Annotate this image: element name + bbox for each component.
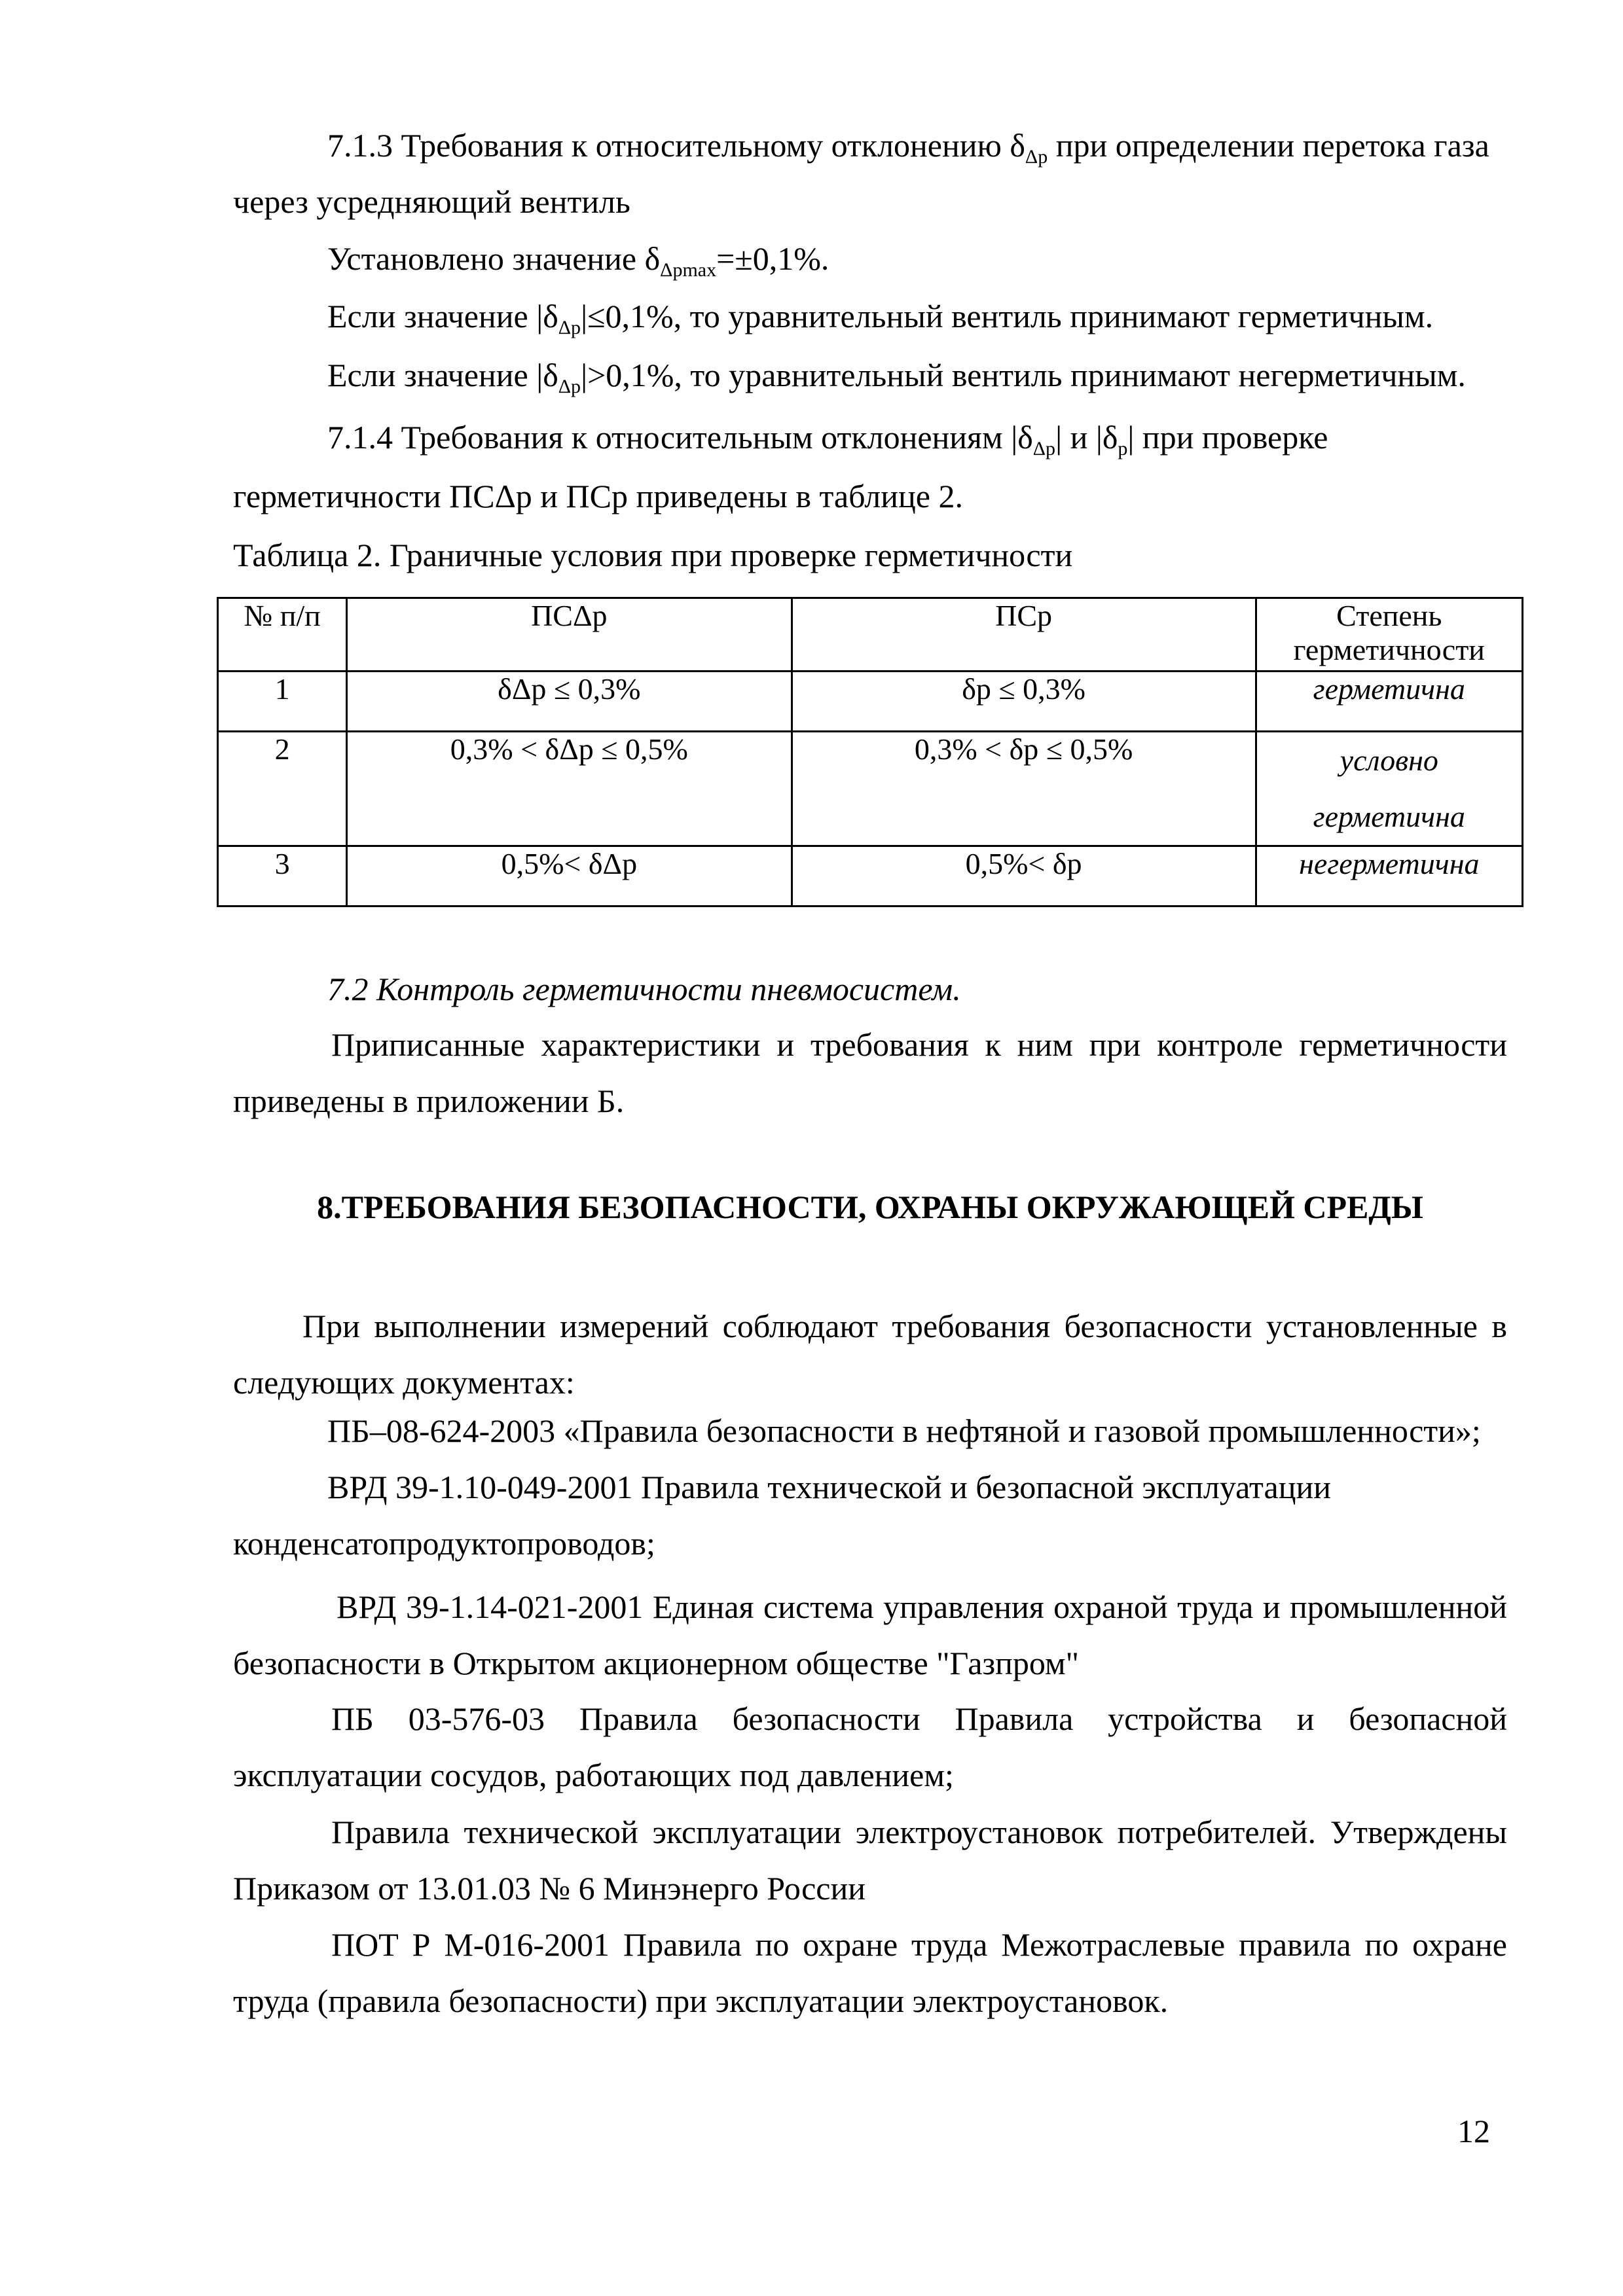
sec8-doc2-line2: конденсатопродуктопроводов;	[233, 1525, 655, 1562]
row2-num: 2	[218, 732, 347, 846]
row1-ps-p: δр ≤ 0,3%	[792, 672, 1256, 732]
row3-ps-p: 0,5%< δр	[792, 846, 1256, 906]
table-row	[218, 672, 1523, 732]
header-degree: Степень герметичности	[1256, 598, 1522, 672]
table-row	[218, 732, 1523, 846]
row3-ps-dp: 0,5%< δΔр	[347, 846, 792, 906]
sec713-condition-2	[327, 355, 1466, 406]
sec714-title	[327, 418, 1507, 469]
sec714-title-part1	[327, 418, 1328, 469]
sec8-doc1: ПБ–08-624-2003 «Правила безопасности в нефтяной и газовой промышленности»;	[327, 1412, 1481, 1449]
sec714-title-cont: герметичности ПСΔр и ПСр приведены в таблице 2.	[233, 478, 963, 514]
sec714-sub2: р	[1118, 438, 1128, 459]
sec8-doc2-line1: ВРД 39-1.10-049-2001 Правила технической и безопасной эксплуатации	[327, 1469, 1331, 1505]
sec713-condition-1	[327, 296, 1433, 348]
sec713-title-sub: Δр	[1025, 146, 1048, 168]
sec713-set-value	[327, 239, 829, 290]
page-number: 12	[1457, 2113, 1490, 2149]
sec8-heading: 8.ТРЕБОВАНИЯ БЕЗОПАСНОСТИ, ОХРАНЫ ОКРУЖАЮЩЕЙ СРЕДЫ	[317, 1189, 1423, 1225]
sec714-start: 7.1.4 Требования к относительным отклонениям |δ	[327, 419, 1033, 456]
table-header-row	[218, 598, 1523, 672]
set-value-start: Установлено значение δ	[327, 240, 661, 277]
sec72-title: 7.2 Контроль герметичности пневмосистем.	[327, 971, 961, 1007]
sec8-doc6: ПОТ Р М-016-2001 Правила по охране труда Межотраслевые правила по охране труда (правила безопасности) при эксплуатации электроустановок.	[233, 1926, 1507, 2019]
cond2-start: Если значение |δ	[327, 357, 558, 393]
sec72-text: Приписанные характеристики и требования к ним при контроле герметичности приведены в приложении Б.	[233, 1026, 1507, 1119]
header-num: № п/п	[218, 598, 347, 672]
cond1-start: Если значение |δ	[327, 298, 558, 334]
sec713-title-start: 7.1.3 Требования к относительному отклонению δ	[327, 127, 1025, 164]
sec714-end: | при проверке	[1127, 419, 1328, 456]
row1-num: 1	[218, 672, 347, 732]
row2-ps-dp: 0,3% < δΔр ≤ 0,5%	[347, 732, 792, 846]
sec8-intro: При выполнении измерений соблюдают требования безопасности установленные в следующих документах:	[233, 1308, 1507, 1401]
sec713-title-end: при определении перетока газа	[1048, 127, 1489, 164]
set-value-end: =±0,1%.	[716, 240, 830, 277]
row3-degree: негерметична	[1256, 846, 1522, 906]
row1-degree: герметична	[1256, 672, 1522, 732]
cond2-end: |>0,1%, то уравнительный вентиль принимают негерметичным.	[581, 357, 1466, 393]
sec714-sub1: Δр	[1032, 438, 1056, 459]
row3-num: 3	[218, 846, 347, 906]
sec713-title	[327, 126, 1489, 177]
row1-ps-dp: δΔр ≤ 0,3%	[347, 672, 792, 732]
cond1-sub: Δр	[558, 317, 581, 338]
sec713-title-cont: через усредняющий вентиль	[233, 183, 630, 220]
set-value-sub: Δрmax	[660, 259, 717, 281]
cond2-sub: Δр	[558, 376, 581, 397]
row2-degree: условно герметична	[1256, 732, 1522, 846]
sec714-mid: | и |δ	[1055, 419, 1118, 456]
sec8-doc5: Правила технической эксплуатации электроустановок потребителей. Утверждены Приказом от 13.01.03 № 6 Минэнерго России	[233, 1814, 1507, 1907]
sec8-doc3: ВРД 39-1.14-021-2001 Единая система управления охраной труда и промышленной безопасности в Открытом акционерном обществе "Газпром"	[233, 1588, 1507, 1681]
boundary-conditions-table	[217, 597, 1523, 907]
table-row	[218, 846, 1523, 906]
table-caption: Таблица 2. Граничные условия при проверке герметичности	[233, 537, 1073, 573]
cond1-end: |≤0,1%, то уравнительный вентиль принимают герметичным.	[581, 298, 1434, 334]
header-ps-p: ПСр	[792, 598, 1256, 672]
sec8-doc4: ПБ 03-576-03 Правила безопасности Правила устройства и безопасной эксплуатации сосудов, работающих под давлением;	[233, 1700, 1507, 1793]
row2-ps-p: 0,3% < δр ≤ 0,5%	[792, 732, 1256, 846]
header-ps-dp: ПСΔр	[347, 598, 792, 672]
